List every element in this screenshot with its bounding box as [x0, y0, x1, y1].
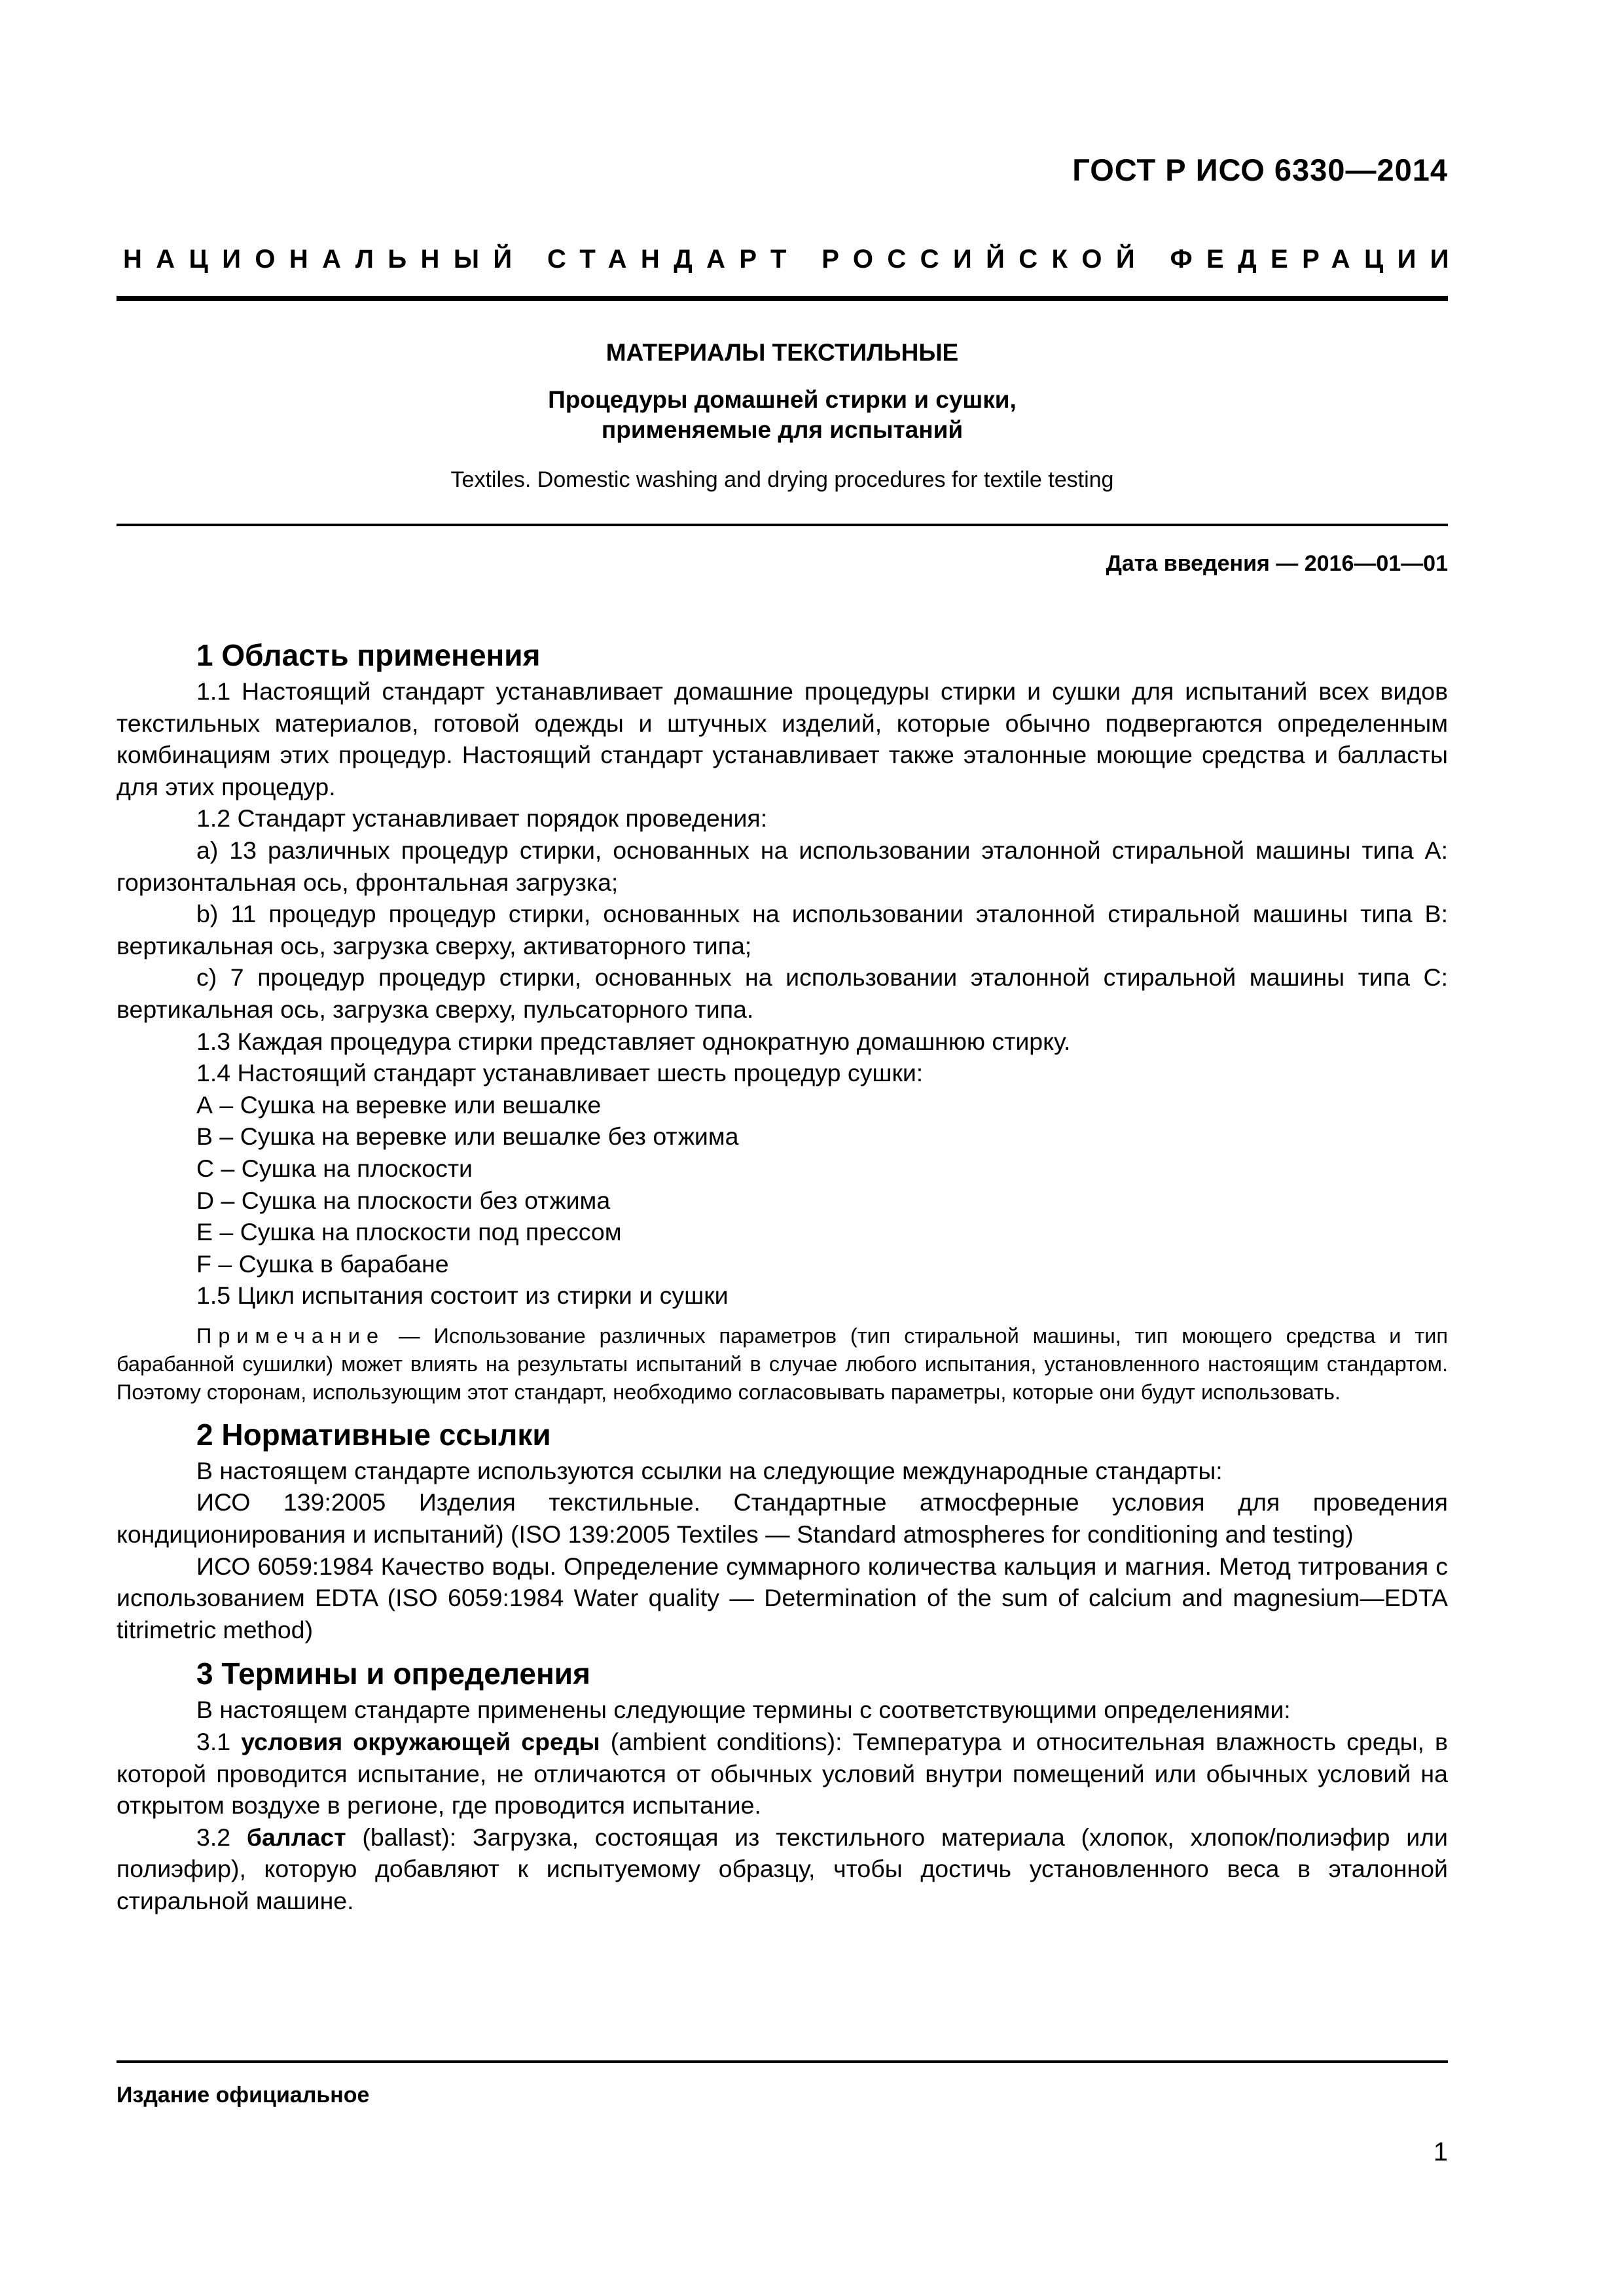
english-title: Textiles. Domestic washing and drying procedures for textile testing: [450, 467, 1114, 492]
document-title: МАТЕРИАЛЫ ТЕКСТИЛЬНЫЕ: [605, 339, 959, 366]
note-text: — Использование различных параметров (тип стиральной машины, тип моющего средства и тип барабанной сушилки) может влиять на результаты испытаний в случае любого испытания, установленного настоящим стандартом. Поэтому сторонам, использующим этот стандарт, необходимо согласовывать параметры, которые они будут использовать.: [117, 1323, 1448, 1404]
terms-intro: В настоящем стандарте применены следующие термины с соответствующими определениями:: [196, 1696, 1291, 1724]
drying-procedure-e: E – Сушка на плоскости под прессом: [196, 1218, 622, 1246]
section-2-heading: 2 Нормативные ссылки: [196, 1417, 551, 1452]
references-intro: В настоящем стандарте используются ссылки на следующие международные стандарты:: [196, 1456, 1223, 1484]
term-3-2-number: 3.2: [196, 1823, 247, 1851]
clause-1-2-b: b) 11 процедур процедур стирки, основанных на использовании эталонной стиральной машины типа В: вертикальная ось, загрузка сверху, активаторного типа;: [117, 900, 1448, 960]
clause-1-5: 1.5 Цикл испытания состоит из стирки и сушки: [196, 1282, 729, 1310]
clause-1-2-c: c) 7 процедур процедур стирки, основанных на использовании эталонной стиральной машины типа С: вертикальная ось, загрузка сверху, пульсаторного типа.: [117, 963, 1448, 1023]
subtitle-line-1: Процедуры домашней стирки и сушки,: [548, 386, 1017, 413]
drying-procedure-a: А – Сушка на веревке или вешалке: [196, 1090, 602, 1119]
term-3-1-number: 3.1: [196, 1728, 242, 1756]
section-1-heading: 1 Область применения: [196, 638, 541, 672]
clause-1-4: 1.4 Настоящий стандарт устанавливает шесть процедур сушки:: [196, 1059, 924, 1087]
term-3-2-definition: (ballast): Загрузка, состоящая из текстильного материала (хлопок, хлопок/полиэфир или полиэфир), которую добавляют к испытуемому образцу, чтобы достичь установленного веса в эталонной стиральной машине.: [117, 1823, 1448, 1914]
term-3-1: [117, 1726, 1448, 1821]
page-number: 1: [1433, 2138, 1448, 2166]
reference-iso-6059: ИСО 6059:1984 Качество воды. Определение суммарного количества кальция и магния. Метод титрования с использованием EDTA (ISO 6059:1984 Water quality — Determination of the sum of calcium and magnesium—EDTA titrimetric method): [117, 1552, 1448, 1643]
note: [117, 1322, 1448, 1407]
clause-1-1: 1.1 Настоящий стандарт устанавливает домашние процедуры стирки и сушки для испытаний всех видов текстильных материалов, готовой одежды и штучных изделий, которые обычно подвергаются определенным комбинациям этих процедур. Настоящий стандарт устанавливает также эталонные моющие средства и балласты для этих процедур.: [117, 677, 1448, 800]
drying-procedure-f: F – Сушка в барабане: [196, 1249, 449, 1278]
clause-1-2-a: a) 13 различных процедур стирки, основанных на использовании эталонной стиральной машины типа А: горизонтальная ось, фронтальная загрузка;: [117, 836, 1448, 896]
official-edition-label: Издание официальное: [117, 2083, 370, 2108]
drying-procedure-b: В – Сушка на веревке или вешалке без отжима: [196, 1122, 739, 1151]
section-3-heading: 3 Термины и определения: [196, 1657, 590, 1691]
national-standard-banner: НАЦИОНАЛЬНЫЙ СТАНДАРТ РОССИЙСКОЙ ФЕДЕРАЦИИ: [123, 245, 1463, 274]
drying-procedure-d: D – Сушка на плоскости без отжима: [196, 1186, 611, 1214]
document-subtitle: [117, 385, 1448, 445]
term-3-2: [117, 1821, 1448, 1917]
document-id: ГОСТ Р ИСО 6330—2014: [1072, 152, 1448, 187]
note-label: Примечание: [196, 1323, 386, 1348]
document-body: [117, 635, 1448, 1917]
subtitle-line-2: применяемые для испытаний: [601, 416, 964, 443]
term-3-1-definition: (ambient conditions): Температура и относительная влажность среды, в которой проводится испытание, не отличаются от обычных условий внутри помещений или обычных условий на открытом воздухе в регионе, где проводится испытание.: [117, 1728, 1448, 1820]
reference-iso-139: ИСО 139:2005 Изделия текстильные. Стандартные атмосферные условия для проведения кондиционирования и испытаний) (ISO 139:2005 Textiles — Standard atmospheres for conditioning and testing): [117, 1488, 1448, 1549]
term-3-1-term: условия окружающей среды: [241, 1728, 600, 1756]
clause-1-3: 1.3 Каждая процедура стирки представляет однократную домашнюю стирку.: [196, 1027, 1071, 1055]
introduction-date: Дата введения — 2016—01—01: [1106, 551, 1448, 576]
term-3-2-term: балласт: [246, 1823, 346, 1851]
footer-rule: [117, 2060, 1448, 2063]
clause-1-2: 1.2 Стандарт устанавливает порядок проведения:: [196, 804, 768, 833]
title-rule: [117, 524, 1448, 526]
header-rule: [117, 296, 1448, 301]
drying-procedure-c: С – Сушка на плоскости: [196, 1154, 473, 1182]
